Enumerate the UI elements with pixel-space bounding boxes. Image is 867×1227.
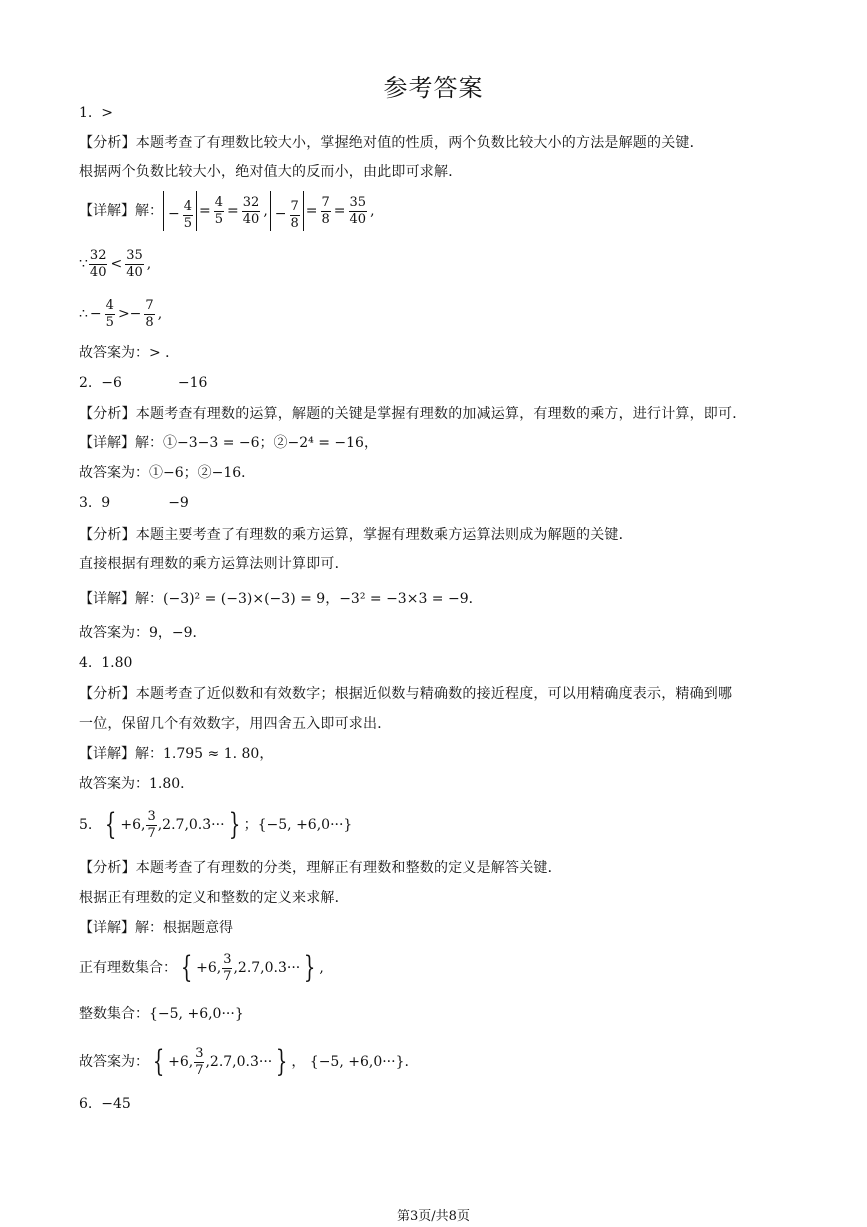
- abs-neg-7-8: − $\frac{7}{8}$: [270, 191, 304, 231]
- q3-answer-1: 9: [101, 495, 111, 511]
- q5-set-a-end: ,2.7,0.3̇···: [157, 817, 225, 833]
- q5-positive-set: 正有理数集合： { +6, $\frac{3}{7}$ ,2.7,0.3̇··· } ,: [79, 950, 324, 985]
- q1-number: 1.: [79, 105, 93, 121]
- q4-final: 故答案为：1.80．: [79, 776, 195, 792]
- q5-analysis-2: 根据正有理数的定义和整数的定义来求解．: [79, 890, 349, 906]
- q5-number: 5.: [79, 817, 93, 833]
- positive-set-end: ,2.7,0.3̇···: [233, 960, 301, 976]
- page-footer: 第3页/共8页: [397, 1209, 470, 1224]
- q5-final: 故答案为： { +6, $\frac{3}{7}$ ,2.7,0.3̇··· } ， {−5, +6,0···}.: [79, 1044, 409, 1079]
- q4-answer-line: [79, 653, 132, 673]
- q3-number: 3.: [79, 495, 93, 511]
- q5-answer-line: 5. { +6, $\frac{3}{7}$ ,2.7,0.3̇··· } ；{−5, +6,0···}: [79, 807, 353, 842]
- q1-therefore: ∴ − $\frac{4}{5}$ >− $\frac{7}{8}$ ,: [79, 297, 163, 330]
- q1-analysis: 【分析】本题考查了有理数比较大小，掌握绝对值的性质，两个负数比较大小的方法是解题的关键．: [79, 135, 704, 151]
- since-symbol: ∵: [79, 256, 88, 272]
- q1-since: ∵ $\frac{32}{40}$ < $\frac{35}{40}$ ,: [79, 247, 152, 280]
- therefore-symbol: ∴: [79, 306, 88, 322]
- q5-set-b: −5, +6,0···: [266, 817, 344, 833]
- q2-number: 2.: [79, 375, 93, 391]
- integer-set-label: 整数集合：: [79, 1006, 149, 1022]
- integer-set-values: −5, +6,0···: [157, 1006, 235, 1022]
- q5-set-a-start: +6,: [120, 817, 146, 833]
- q2-detail: 【详解】解：①−3−3 = −6；②−2⁴ = −16，: [79, 435, 378, 451]
- q1-detail-prefix: 【详解】解：: [79, 203, 163, 219]
- q4-answer: 1.80: [101, 655, 133, 671]
- q5-separator: ；: [243, 817, 258, 833]
- q4-number: 4.: [79, 655, 93, 671]
- q3-detail: 【详解】解：(−3)² = (−3)×(−3) = 9，−3² = −3×3 = −9．: [79, 591, 483, 607]
- q4-analysis-2: 一位，保留几个有效数字，用四舍五入即可求出．: [79, 716, 392, 732]
- positive-set-start: +6,: [196, 960, 222, 976]
- q5-detail: 【详解】解：根据题意得: [79, 920, 233, 936]
- final-set-a-end: ,2.7,0.3̇···: [205, 1054, 273, 1070]
- q3-answer-line: [79, 493, 189, 513]
- q2-analysis: 【分析】本题考查有理数的运算，解题的关键是掌握有理数的加减运算，有理数的乘方，进行计算，即可．: [79, 406, 747, 422]
- q1-final: 故答案为：> ．: [79, 345, 180, 361]
- q1-analysis-2: 根据两个负数比较大小，绝对值大的反而小，由此即可求解．: [79, 164, 463, 180]
- q1-answer-line: [79, 103, 113, 123]
- q1-answer: >: [101, 105, 113, 121]
- q5-analysis: 【分析】本题考查了有理数的分类，理解正有理数和整数的定义是解答关键．: [79, 860, 562, 876]
- q5-integer-set: 整数集合：{−5, +6,0···}: [79, 1006, 244, 1022]
- positive-set-label: 正有理数集合：: [79, 960, 177, 976]
- q3-answer-2: −9: [168, 495, 189, 511]
- q1-detail: 【详解】解： − $\frac{4}{5}$ = $\frac{4}{5}$ = $\frac{32}{40}$ , − $\frac{7}{8}$ = $\frac{7}{8}$ = $\frac{35}{40}$ ,: [79, 188, 377, 234]
- q3-analysis: 【分析】本题主要考查了有理数的乘方运算，掌握有理数乘方运算法则成为解题的关键．: [79, 527, 633, 543]
- q6-number: 6.: [79, 1096, 93, 1112]
- q4-analysis: 【分析】本题考查了近似数和有效数字；根据近似数与精确数的接近程度，可以用精确度表示，精确到哪: [79, 686, 733, 702]
- final-label: 故答案为：: [79, 1054, 149, 1070]
- q3-analysis-2: 直接根据有理数的乘方运算法则计算即可．: [79, 556, 349, 572]
- q6-answer: −45: [101, 1096, 131, 1112]
- abs-neg-4-5: − $\frac{4}{5}$: [163, 191, 197, 231]
- final-set-b: −5, +6,0···: [318, 1054, 396, 1070]
- q2-answer-2: −16: [177, 375, 208, 391]
- q2-answer-1: −6: [101, 375, 122, 391]
- final-set-a-start: +6,: [168, 1054, 194, 1070]
- q6-answer-line: [79, 1094, 131, 1114]
- q2-answer-line: [79, 373, 207, 393]
- q4-detail: 【详解】解：1.795 ≈ 1. 80，: [79, 746, 274, 762]
- q3-final: 故答案为：9，−9．: [79, 625, 207, 641]
- page-title: 参考答案: [383, 74, 484, 102]
- q2-final: 故答案为：①−6；②−16．: [79, 465, 256, 481]
